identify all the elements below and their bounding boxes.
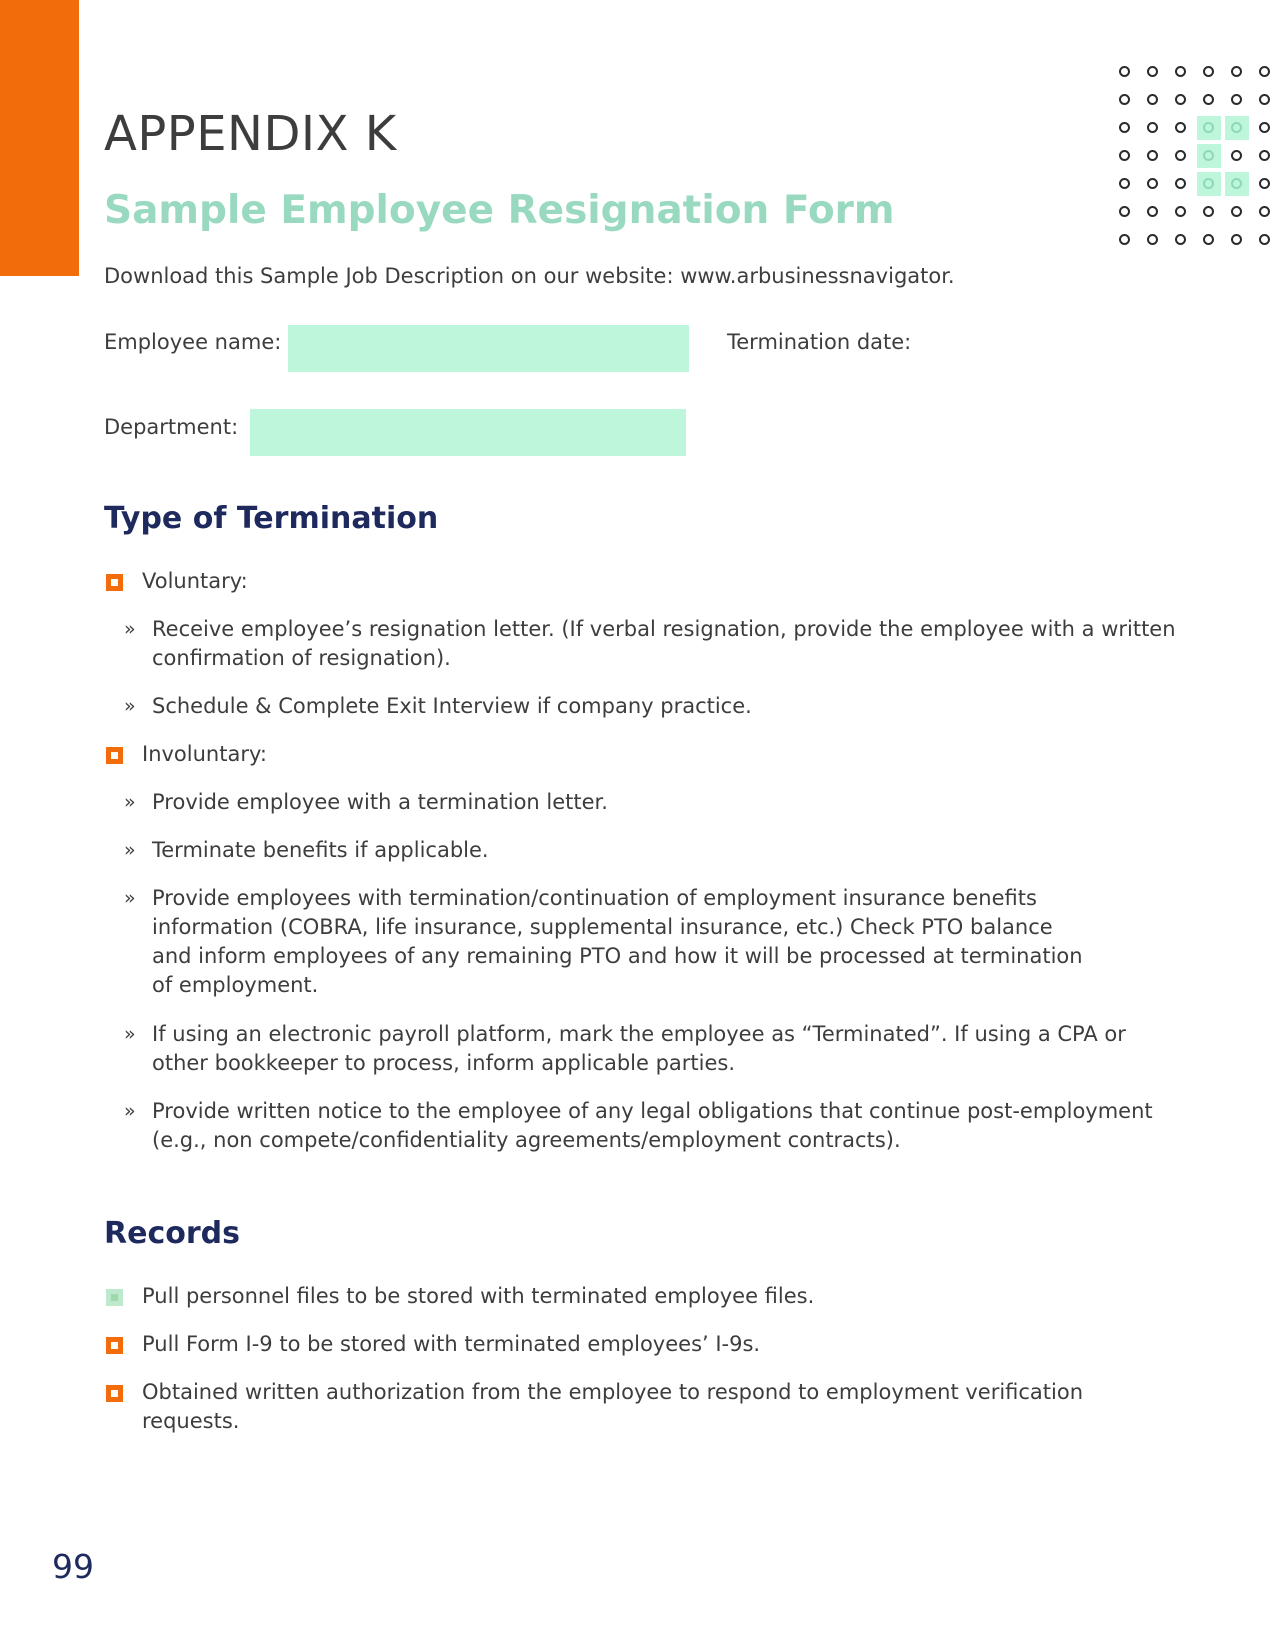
- grid-dot: [1203, 94, 1214, 105]
- grid-dot: [1175, 122, 1186, 133]
- grid-dot: [1231, 178, 1242, 189]
- employee-name-label: Employee name:: [104, 330, 282, 354]
- list-item-text: Schedule & Complete Exit Interview if company practice.: [152, 694, 752, 718]
- double-chevron-icon: »: [124, 791, 136, 813]
- grid-dot: [1231, 66, 1242, 77]
- list-item-text: Terminate benefits if applicable.: [152, 838, 489, 862]
- involuntary-label: Involuntary:: [142, 742, 267, 766]
- grid-dot: [1259, 94, 1270, 105]
- grid-dot: [1175, 178, 1186, 189]
- list-item-text: Obtained written authorization from the employee to respond to employment verification requests.: [142, 1380, 1084, 1433]
- grid-dot: [1147, 206, 1158, 217]
- grid-dot: [1259, 234, 1270, 245]
- grid-dot: [1259, 178, 1270, 189]
- grid-dot: [1147, 178, 1158, 189]
- grid-dot: [1175, 234, 1186, 245]
- orange-square-bullet-icon: [106, 1337, 123, 1354]
- termination-date-label: Termination date:: [727, 330, 912, 354]
- grid-dot: [1119, 150, 1130, 161]
- double-chevron-icon: »: [124, 887, 136, 909]
- appendix-label: APPENDIX K: [104, 106, 397, 162]
- grid-dot: [1119, 234, 1130, 245]
- department-label: Department:: [104, 415, 239, 439]
- list-item-text: Pull Form I-9 to be stored with terminated employees’ I-9s.: [142, 1332, 761, 1356]
- grid-dot: [1119, 206, 1130, 217]
- orange-square-bullet-icon: [106, 1385, 123, 1402]
- department-field[interactable]: [250, 409, 686, 456]
- grid-dot: [1203, 178, 1214, 189]
- list-item-text: Receive employee’s resignation letter. (If verbal resignation, provide the employee with a written confirmation of resignation).: [152, 617, 1176, 670]
- grid-dot: [1147, 122, 1158, 133]
- grid-dot: [1147, 234, 1158, 245]
- list-item-text: Provide written notice to the employee of any legal obligations that continue post-employment (e.g., non compete/confidentiality agreements/employment contracts).: [152, 1099, 1153, 1152]
- grid-dot: [1231, 234, 1242, 245]
- double-chevron-icon: »: [124, 618, 136, 640]
- double-chevron-icon: »: [124, 1100, 136, 1122]
- page-number: 99: [52, 1547, 94, 1586]
- grid-dot: [1259, 150, 1270, 161]
- grid-dot: [1147, 94, 1158, 105]
- double-chevron-icon: »: [124, 839, 136, 861]
- orange-square-bullet-icon: [106, 747, 123, 764]
- grid-dot: [1175, 150, 1186, 161]
- form-title: Sample Employee Resignation Form: [104, 188, 895, 233]
- grid-dot: [1119, 66, 1130, 77]
- grid-dot: [1175, 94, 1186, 105]
- grid-dot: [1119, 94, 1130, 105]
- grid-dot: [1259, 122, 1270, 133]
- orange-accent-bar: [0, 0, 79, 276]
- grid-dot: [1231, 150, 1242, 161]
- grid-dot: [1175, 206, 1186, 217]
- type-of-termination-heading: Type of Termination: [104, 501, 439, 536]
- grid-dot: [1259, 66, 1270, 77]
- list-item-text: Provide employee with a termination letter.: [152, 790, 608, 814]
- records-heading: Records: [104, 1216, 240, 1251]
- double-chevron-icon: »: [124, 695, 136, 717]
- grid-dot: [1259, 206, 1270, 217]
- grid-dot: [1203, 150, 1214, 161]
- dot-grid-icon: [1119, 57, 1275, 253]
- grid-dot: [1231, 206, 1242, 217]
- list-item-text: Pull personnel files to be stored with terminated employee files.: [142, 1284, 815, 1308]
- voluntary-label: Voluntary:: [142, 569, 248, 593]
- grid-dot: [1203, 206, 1214, 217]
- grid-dot: [1119, 122, 1130, 133]
- download-note: Download this Sample Job Description on our website: www.arbusinessnavigator.: [104, 264, 955, 288]
- grid-dot: [1231, 94, 1242, 105]
- grid-dot: [1203, 234, 1214, 245]
- grid-dot: [1119, 178, 1130, 189]
- grid-dot: [1203, 122, 1214, 133]
- orange-square-bullet-icon: [106, 574, 123, 591]
- grid-dot: [1231, 122, 1242, 133]
- list-item-text: Provide employees with termination/continuation of employment insurance benefits information (COBRA, life insurance, supplemental insurance, etc.) Check PTO balance and inform employees of any remaining PTO and how it will be processed at termination of employment.: [152, 886, 1083, 997]
- double-chevron-icon: »: [124, 1023, 136, 1045]
- grid-dot: [1203, 66, 1214, 77]
- green-square-bullet-icon: [106, 1289, 123, 1306]
- grid-dot: [1147, 150, 1158, 161]
- list-item-text: If using an electronic payroll platform, mark the employee as “Terminated”. If using a CPA or other bookkeeper to process, inform applicable parties.: [152, 1022, 1126, 1075]
- grid-dot: [1147, 66, 1158, 77]
- employee-name-field[interactable]: [288, 325, 689, 372]
- grid-dot: [1175, 66, 1186, 77]
